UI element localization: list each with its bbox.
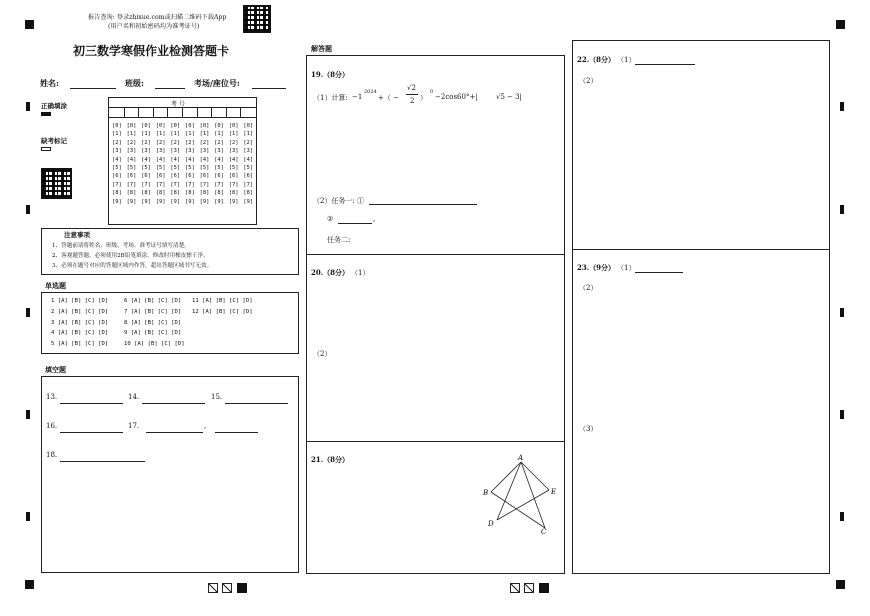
absent-mark-label: 缺考标记 bbox=[41, 137, 67, 145]
choice-question-row[interactable]: 3 [A] [B] [C] [D] bbox=[51, 319, 109, 326]
q23-blank[interactable] bbox=[635, 272, 683, 273]
timing-mark bbox=[840, 102, 844, 111]
exam-digit-bubble[interactable]: [8] bbox=[170, 190, 181, 197]
exam-digit-bubble[interactable]: [2] bbox=[155, 139, 166, 146]
q21-triangle-figure bbox=[477, 454, 557, 534]
exam-digit-bubble[interactable]: [7] bbox=[185, 181, 195, 188]
timing-mark bbox=[840, 308, 844, 317]
exam-digit-bubble[interactable]: [3] bbox=[214, 148, 224, 155]
exam-digit-bubble[interactable]: [1] bbox=[214, 131, 224, 138]
timing-mark bbox=[26, 410, 30, 419]
exam-digit-bubble[interactable]: [9] bbox=[126, 198, 137, 205]
choice-question-row[interactable]: 10 [A] [B] [C] [D] bbox=[124, 341, 185, 348]
timing-mark bbox=[840, 512, 844, 521]
exam-digit-bubble[interactable]: [3] bbox=[126, 148, 137, 155]
point-c-label: C bbox=[541, 528, 547, 534]
exam-digit-bubble[interactable]: [1] bbox=[126, 131, 137, 138]
exam-digit-bubble[interactable]: [7] bbox=[243, 181, 254, 188]
exam-digit-bubble[interactable]: [1] bbox=[112, 131, 122, 138]
exam-digit-bubble[interactable]: [0] bbox=[214, 123, 224, 129]
exam-digit-bubble[interactable]: [9] bbox=[228, 198, 239, 205]
exam-digit-bubble[interactable]: [1] bbox=[228, 131, 239, 138]
q19-expr-f: − 3| bbox=[507, 93, 522, 101]
q21-head: 21.（8分） bbox=[311, 455, 350, 464]
q19-expr-a: −1 bbox=[352, 93, 363, 101]
q19-expr-d: −2cos60°+| bbox=[435, 93, 478, 101]
exam-digit-bubble[interactable]: [4] bbox=[214, 156, 224, 163]
timing-mark bbox=[26, 512, 30, 521]
choice-question-row[interactable]: 4 [A] [B] [C] [D] bbox=[51, 330, 109, 337]
exam-digit-bubble[interactable]: [7] bbox=[141, 181, 151, 188]
exam-digit-bubble[interactable]: [7] bbox=[112, 181, 122, 188]
exam-digit-bubble[interactable]: [0] bbox=[243, 123, 254, 129]
seat-field[interactable] bbox=[252, 88, 286, 89]
corner-mark-top-left bbox=[25, 20, 34, 29]
q19-expr-exp: 2024 bbox=[364, 89, 377, 95]
class-label: 班级: bbox=[125, 78, 144, 88]
exam-digit-bubble[interactable]: [8] bbox=[126, 190, 137, 197]
choice-question-row[interactable]: 6 [A] [B] [C] [D] bbox=[124, 298, 182, 304]
q23-head: 23.（9分） bbox=[577, 263, 616, 272]
exam-digit-bubble[interactable]: [0] bbox=[112, 123, 122, 129]
q19-box bbox=[306, 55, 565, 255]
choice-question-row[interactable]: 9 [A] [B] [C] [D] bbox=[124, 330, 182, 337]
exam-digit-bubble[interactable]: [1] bbox=[141, 131, 151, 138]
choice-question-row[interactable]: 7 [A] [B] [C] [D] bbox=[124, 308, 182, 315]
q14-blank[interactable] bbox=[142, 403, 205, 404]
page-mark-solid bbox=[539, 583, 549, 593]
exam-digit-bubble[interactable]: [2] bbox=[126, 139, 137, 146]
exam-digit-bubble[interactable]: [6] bbox=[155, 173, 166, 180]
timing-mark bbox=[840, 410, 844, 419]
q19-task1-blank-1[interactable] bbox=[369, 204, 477, 205]
exam-digit-bubble[interactable]: [1] bbox=[185, 131, 195, 138]
exam-digit-bubble[interactable]: [7] bbox=[199, 181, 210, 188]
exam-digit-bubble[interactable]: [5] bbox=[185, 165, 195, 172]
exam-number-column[interactable] bbox=[141, 122, 151, 206]
exam-digit-bubble[interactable]: [9] bbox=[199, 198, 210, 205]
q17-blank-1[interactable] bbox=[146, 432, 203, 433]
header-qr-code bbox=[243, 5, 271, 33]
point-d-label: D bbox=[488, 520, 494, 528]
q19-expr-exp2: 0 bbox=[430, 89, 434, 95]
exam-digit-bubble[interactable]: [3] bbox=[141, 148, 151, 155]
exam-digit-bubble[interactable]: [1] bbox=[243, 131, 254, 138]
q19-comma: , bbox=[373, 215, 376, 223]
answer-section-title: 解答题 bbox=[311, 44, 332, 53]
corner-mark-bottom-right bbox=[836, 580, 845, 589]
q19-part2: （2）任务一: ① bbox=[313, 197, 365, 205]
exam-digit-bubble[interactable]: [6] bbox=[112, 173, 122, 180]
exam-digit-bubble[interactable]: [9] bbox=[243, 198, 254, 205]
exam-number-column[interactable] bbox=[185, 122, 195, 206]
exam-digit-bubble[interactable]: [9] bbox=[155, 198, 166, 205]
student-qr-code bbox=[41, 168, 72, 199]
exam-digit-bubble[interactable]: [3] bbox=[228, 148, 239, 155]
exam-digit-bubble[interactable]: [3] bbox=[112, 148, 122, 155]
corner-mark-top-right bbox=[836, 20, 845, 29]
notice-title: 注意事项 bbox=[64, 231, 90, 239]
exam-digit-bubble[interactable]: [2] bbox=[141, 139, 151, 146]
point-e-label: E bbox=[551, 488, 557, 496]
exam-number-column[interactable] bbox=[229, 122, 239, 206]
exam-digit-bubble[interactable]: [3] bbox=[170, 148, 181, 155]
q19-task1-blank-2[interactable] bbox=[338, 223, 372, 224]
exam-digit-bubble[interactable]: [5] bbox=[243, 165, 254, 172]
exam-number-header: 考 号 bbox=[171, 101, 185, 108]
fill-blank-box bbox=[41, 376, 299, 573]
exam-digit-bubble[interactable]: [6] bbox=[228, 173, 239, 180]
exam-digit-bubble[interactable]: [7] bbox=[228, 181, 239, 188]
exam-digit-bubble[interactable]: [2] bbox=[228, 139, 239, 146]
timing-mark bbox=[26, 102, 30, 111]
exam-number-column[interactable] bbox=[127, 122, 137, 206]
notice-item: 3、必须在题号对应的答题区域内作答，超出答题区域书写无效。 bbox=[52, 263, 213, 269]
q19-expr-c: ） bbox=[420, 94, 427, 102]
timing-mark bbox=[840, 205, 844, 214]
exam-digit-bubble[interactable]: [8] bbox=[243, 190, 254, 197]
exam-digit-bubble[interactable]: [2] bbox=[170, 139, 181, 146]
choice-question-row[interactable]: 11 [A] [B] [C] [D] bbox=[192, 298, 253, 304]
q22-head: 22.（8分） bbox=[577, 55, 616, 64]
q13-blank[interactable] bbox=[60, 403, 123, 404]
exam-digit-bubble[interactable]: [3] bbox=[243, 148, 254, 155]
exam-digit-bubble[interactable]: [0] bbox=[199, 123, 210, 129]
exam-digit-bubble[interactable]: [0] bbox=[170, 123, 181, 129]
name-field[interactable] bbox=[70, 88, 116, 89]
q19-task2: 任务二: bbox=[327, 236, 351, 244]
page-mark-solid bbox=[237, 583, 247, 593]
q18-blank[interactable] bbox=[60, 461, 145, 462]
q22-part1: （1） bbox=[617, 56, 636, 64]
exam-digit-bubble[interactable]: [7] bbox=[126, 181, 137, 188]
exam-digit-bubble[interactable]: [6] bbox=[141, 173, 151, 180]
exam-digit-bubble[interactable]: [0] bbox=[155, 123, 166, 129]
exam-digit-bubble[interactable]: [0] bbox=[228, 123, 239, 129]
exam-digit-bubble[interactable]: [2] bbox=[185, 139, 195, 146]
choice-question-row[interactable]: 1 [A] [B] [C] [D] bbox=[51, 298, 109, 304]
header-line-1: 报告查询: 登录zhixue.com或扫描二维码下载App bbox=[88, 14, 227, 21]
exam-digit-bubble[interactable]: [0] bbox=[141, 123, 151, 129]
exam-digit-bubble[interactable]: [0] bbox=[185, 123, 195, 129]
exam-digit-bubble[interactable]: [8] bbox=[228, 190, 239, 197]
point-b-label: B bbox=[483, 489, 489, 497]
exam-digit-bubble[interactable]: [0] bbox=[126, 123, 137, 129]
exam-digit-bubble[interactable]: [8] bbox=[141, 190, 151, 197]
q19-part1-prefix: （1）计算: bbox=[313, 94, 348, 102]
exam-digit-bubble[interactable]: [6] bbox=[199, 173, 210, 180]
q20-box bbox=[306, 254, 565, 442]
exam-digit-bubble[interactable]: [7] bbox=[170, 181, 181, 188]
exam-digit-bubble[interactable]: [4] bbox=[170, 156, 181, 163]
q15-blank[interactable] bbox=[225, 403, 288, 404]
fill-blank-title: 填空题 bbox=[45, 365, 66, 374]
exam-digit-bubble[interactable]: [2] bbox=[214, 139, 224, 146]
exam-digit-bubble[interactable]: [4] bbox=[126, 156, 137, 163]
exam-digit-bubble[interactable]: [4] bbox=[155, 156, 166, 163]
notice-item: 2、客观题答题，必须使用2B铅笔填涂，修改时用橡皮擦干净。 bbox=[52, 253, 209, 259]
exam-digit-bubble[interactable]: [8] bbox=[185, 190, 195, 197]
exam-number-column[interactable] bbox=[170, 122, 180, 206]
exam-digit-bubble[interactable]: [5] bbox=[228, 165, 239, 172]
q17-blank-2[interactable] bbox=[215, 432, 258, 433]
q20-part1: （1） bbox=[351, 269, 370, 277]
choice-question-row[interactable]: 8 [A] [B] [C] [D] bbox=[124, 319, 182, 326]
choice-question-row[interactable]: 5 [A] [B] [C] [D] bbox=[51, 341, 109, 348]
exam-digit-bubble[interactable]: [5] bbox=[214, 165, 224, 172]
q22-part2: （2） bbox=[579, 77, 598, 85]
exam-digit-bubble[interactable]: [5] bbox=[112, 165, 122, 172]
single-choice-title: 单选题 bbox=[45, 281, 66, 290]
point-a-label: A bbox=[518, 454, 524, 462]
exam-digit-bubble[interactable]: [8] bbox=[112, 190, 122, 197]
exam-number-grid bbox=[108, 97, 257, 225]
q20-head: 20.（8分） bbox=[311, 268, 350, 277]
exam-digit-bubble[interactable]: [1] bbox=[155, 131, 166, 138]
exam-number-column[interactable] bbox=[243, 122, 253, 206]
exam-digit-bubble[interactable]: [4] bbox=[141, 156, 151, 163]
q16-label: 16. bbox=[46, 422, 58, 430]
q20-part2: （2） bbox=[313, 350, 332, 358]
q19-head: 19.（8分） bbox=[311, 70, 350, 79]
q14-label: 14. bbox=[128, 393, 140, 401]
class-field[interactable] bbox=[155, 88, 185, 89]
exam-digit-bubble[interactable]: [9] bbox=[141, 198, 151, 205]
q18-label: 18. bbox=[46, 451, 58, 459]
q19-expr-e: √5 bbox=[496, 93, 505, 101]
exam-digit-bubble[interactable]: [4] bbox=[112, 156, 122, 163]
q15-label: 15. bbox=[211, 393, 223, 401]
q13-label: 13. bbox=[46, 393, 58, 401]
name-label: 姓名: bbox=[40, 78, 59, 88]
q19-frac-den: 2 bbox=[410, 97, 415, 105]
exam-digit-bubble[interactable]: [6] bbox=[243, 173, 254, 180]
q21-box bbox=[306, 441, 565, 574]
q19-circle2: ② bbox=[327, 215, 334, 223]
notice-item: 1、答题前请将姓名、班级、考场、准考证号填写清楚。 bbox=[52, 243, 190, 249]
exam-digit-bubble[interactable]: [7] bbox=[214, 181, 224, 188]
exam-digit-bubble[interactable]: [4] bbox=[199, 156, 210, 163]
correct-fill-label: 正确填涂 bbox=[41, 102, 67, 110]
page-mark-hatched bbox=[510, 583, 520, 593]
q22-box bbox=[572, 40, 830, 250]
header-line-2: (用户名和初始密码均为准考证号) bbox=[108, 23, 200, 30]
exam-digit-bubble[interactable]: [6] bbox=[185, 173, 195, 180]
q23-part3: （3） bbox=[579, 425, 598, 433]
exam-digit-bubble[interactable]: [2] bbox=[112, 139, 122, 146]
exam-digit-bubble[interactable]: [8] bbox=[199, 190, 210, 197]
exam-digit-bubble[interactable]: [1] bbox=[170, 131, 181, 138]
exam-number-column[interactable] bbox=[112, 122, 122, 206]
exam-digit-bubble[interactable]: [5] bbox=[170, 165, 181, 172]
exam-digit-bubble[interactable]: [6] bbox=[126, 173, 137, 180]
exam-digit-bubble[interactable]: [8] bbox=[155, 190, 166, 197]
seat-label: 考场/座位号: bbox=[194, 78, 240, 88]
single-choice-box bbox=[41, 292, 299, 354]
exam-digit-bubble[interactable]: [4] bbox=[185, 156, 195, 163]
exam-digit-bubble[interactable]: [3] bbox=[199, 148, 210, 155]
exam-digit-bubble[interactable]: [9] bbox=[112, 198, 122, 205]
q19-expr-b: +（ − bbox=[378, 94, 399, 102]
exam-digit-bubble[interactable]: [4] bbox=[243, 156, 254, 163]
exam-digit-bubble[interactable]: [4] bbox=[228, 156, 239, 163]
exam-number-column[interactable] bbox=[214, 122, 224, 206]
exam-digit-bubble[interactable]: [5] bbox=[155, 165, 166, 172]
q23-box bbox=[572, 249, 830, 574]
exam-digit-bubble[interactable]: [5] bbox=[126, 165, 137, 172]
q23-part1: （1） bbox=[617, 264, 636, 272]
notice-box bbox=[41, 228, 299, 275]
exam-digit-bubble[interactable]: [9] bbox=[214, 198, 224, 205]
q19-frac-num: √2 bbox=[407, 84, 416, 92]
exam-digit-bubble[interactable]: [2] bbox=[199, 139, 210, 146]
timing-mark bbox=[26, 308, 30, 317]
page-mark-hatched bbox=[524, 583, 534, 593]
exam-number-column[interactable] bbox=[156, 122, 166, 206]
exam-digit-bubble[interactable]: [7] bbox=[155, 181, 166, 188]
correct-fill-sample bbox=[41, 112, 51, 116]
corner-mark-bottom-left bbox=[25, 580, 34, 589]
q17-label: 17. bbox=[128, 422, 140, 430]
exam-digit-bubble[interactable]: [5] bbox=[141, 165, 151, 172]
page-mark-hatched bbox=[208, 583, 218, 593]
exam-digit-bubble[interactable]: [3] bbox=[185, 148, 195, 155]
exam-digit-bubble[interactable]: [2] bbox=[243, 139, 254, 146]
exam-digit-bubble[interactable]: [5] bbox=[199, 165, 210, 172]
exam-digit-bubble[interactable]: [8] bbox=[214, 190, 224, 197]
q23-part2: （2） bbox=[579, 284, 598, 292]
exam-digit-bubble[interactable]: [9] bbox=[170, 198, 181, 205]
q17-comma: , bbox=[204, 422, 207, 430]
exam-digit-bubble[interactable]: [1] bbox=[199, 131, 210, 138]
q16-blank[interactable] bbox=[60, 432, 123, 433]
exam-digit-bubble[interactable]: [6] bbox=[214, 173, 224, 180]
choice-question-row[interactable]: 12 [A] [B] [C] [D] bbox=[192, 308, 253, 315]
exam-digit-bubble[interactable]: [6] bbox=[170, 173, 181, 180]
page-mark-hatched bbox=[222, 583, 232, 593]
absent-mark-box[interactable] bbox=[41, 147, 51, 151]
exam-digit-bubble[interactable]: [3] bbox=[155, 148, 166, 155]
page-title: 初三数学寒假作业检测答题卡 bbox=[73, 44, 230, 58]
exam-digit-bubble[interactable]: [9] bbox=[185, 198, 195, 205]
q22-blank[interactable] bbox=[635, 64, 695, 65]
choice-question-row[interactable]: 2 [A] [B] [C] [D] bbox=[51, 308, 109, 315]
exam-number-column[interactable] bbox=[200, 122, 210, 206]
timing-mark bbox=[26, 205, 30, 214]
